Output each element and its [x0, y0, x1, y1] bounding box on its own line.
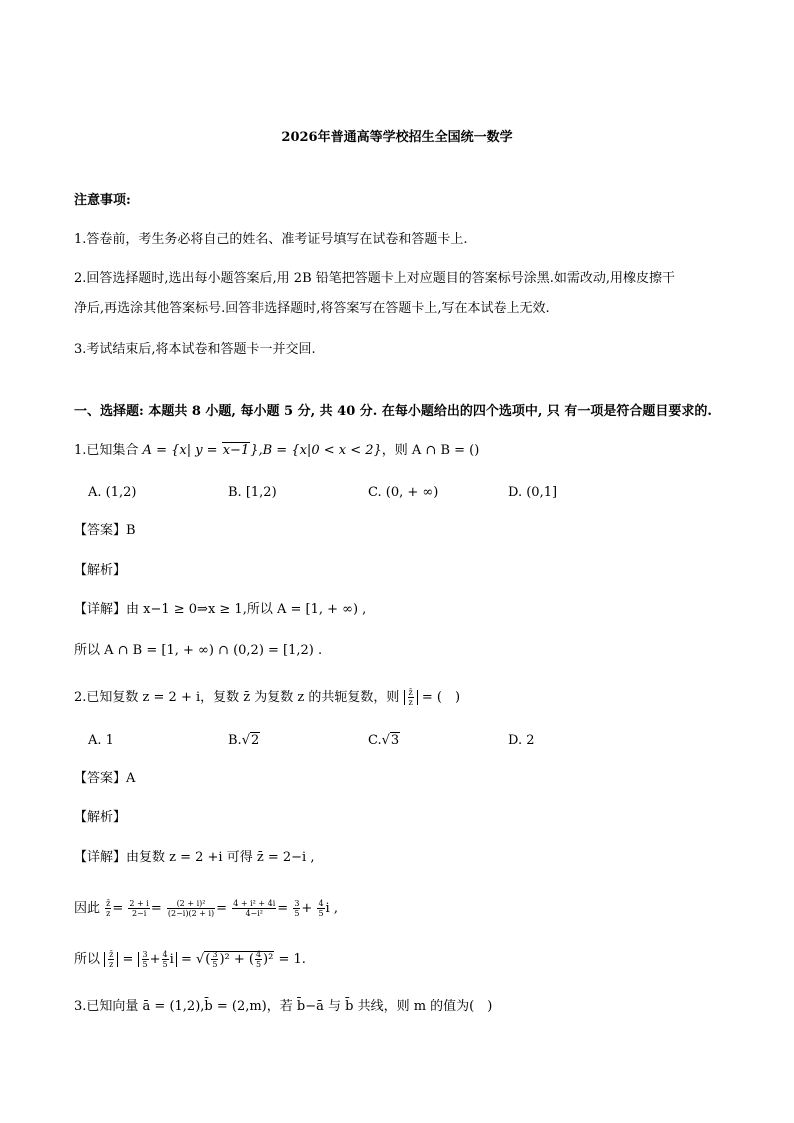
q3-stem: 3.已知向量 ā = (1,2),b̄ = (2,m)，若 b̄−ā 与 b̄ 共线，则 m 的值为( ) [74, 999, 493, 1014]
q2-option-d: D. 2 [508, 733, 535, 748]
notice-item-2: 2.回答选择题时,选出每小题答案后,用 2B 铅笔把答题卡上对应题目的答案标号涂黑.如需改动,用橡皮擦干 [74, 271, 676, 286]
q1-answer: 【答案】B [74, 523, 136, 538]
notice-item-1: 1.答卷前，考生务必将自己的姓名、准考证号填写在试卷和答题卡上. [74, 232, 468, 247]
q1-set-a: A = {x| y = [142, 443, 222, 458]
q1-option-d: D. (0,1] [508, 485, 558, 500]
q2-stem-end: = ( ) [421, 690, 461, 705]
q1-option-b: B. [1,2) [228, 485, 277, 500]
page-title: 2026年普通高等学校招生全国统一数学 [281, 130, 513, 145]
q2-detail-2: 因此 $\frac{z̄}{z}$ = $\frac{2 + i}{2-i}$ = $\frac{\text{(2 + i)²}}{(2-i)(2 + i)}$ = $\frac{\text{4 + i² + 4i}}{\text{4−i²}}$ = $\frac{3}{5}$ + $\frac{4}{5}$ i , [74, 899, 338, 918]
notice-heading: 注意事项: [74, 193, 131, 208]
q2-option-b: B.√2 [228, 733, 260, 748]
q1-stem-suffix: ，则 A ∩ B = () [381, 443, 480, 458]
q2-stem-abs: $\frac{z̄}{z}$ [404, 690, 418, 705]
q2-stem [74, 688, 460, 707]
q1-stem [74, 443, 479, 459]
q2-analysis: 【解析】 [74, 810, 127, 825]
q1-sqrt: x−1 [222, 443, 250, 458]
q2-stem-text: 2.已知复数 z = 2 + i，复数 z̄ 为复数 z 的共轭复数，则 [74, 690, 400, 705]
section1-heading: 一、选择题: 本题共 8 小题, 每小题 5 分, 共 40 分. 在每小题给出的四个选项中, 只 有一项是符合题目要求的. [74, 404, 712, 419]
notice-item-2-cont: 净后,再选涂其他答案标号.回答非选择题时,将答案写在答题卡上,写在本试卷上无效. [74, 301, 550, 316]
q2-option-c: C.√3 [368, 733, 400, 748]
q2-option-a: A. 1 [88, 733, 114, 748]
q1-option-a: A. (1,2) [88, 485, 137, 500]
q2-detail-3: 所以 $\frac{z̄}{z}$ = $\frac{3}{5}$ + $\frac{4}{5}$ i = √( $\frac{3}{5}$ )² + ( $\frac{4}{5}$ )² = 1. [74, 950, 306, 969]
q2-answer: 【答案】A [74, 771, 136, 786]
q1-set-b: },B = {x|0 < x < 2} [250, 443, 382, 458]
q1-detail-2: 所以 A ∩ B = [1, + ∞) ∩ (0,2) = [1,2) . [74, 643, 323, 658]
q1-analysis: 【解析】 [74, 563, 127, 578]
q1-stem-prefix: 1.已知集合 [74, 443, 143, 458]
notice-item-3: 3.考试结束后,将本试卷和答题卡一并交回. [74, 342, 316, 357]
q1-detail-1: 【详解】由 x−1 ≥ 0⇒x ≥ 1,所以 A = [1, + ∞) , [74, 602, 367, 617]
q2-detail-1: 【详解】由复数 z = 2 +i 可得 z̄ = 2−i , [74, 850, 315, 865]
q1-option-c: C. (0, + ∞) [368, 485, 439, 500]
